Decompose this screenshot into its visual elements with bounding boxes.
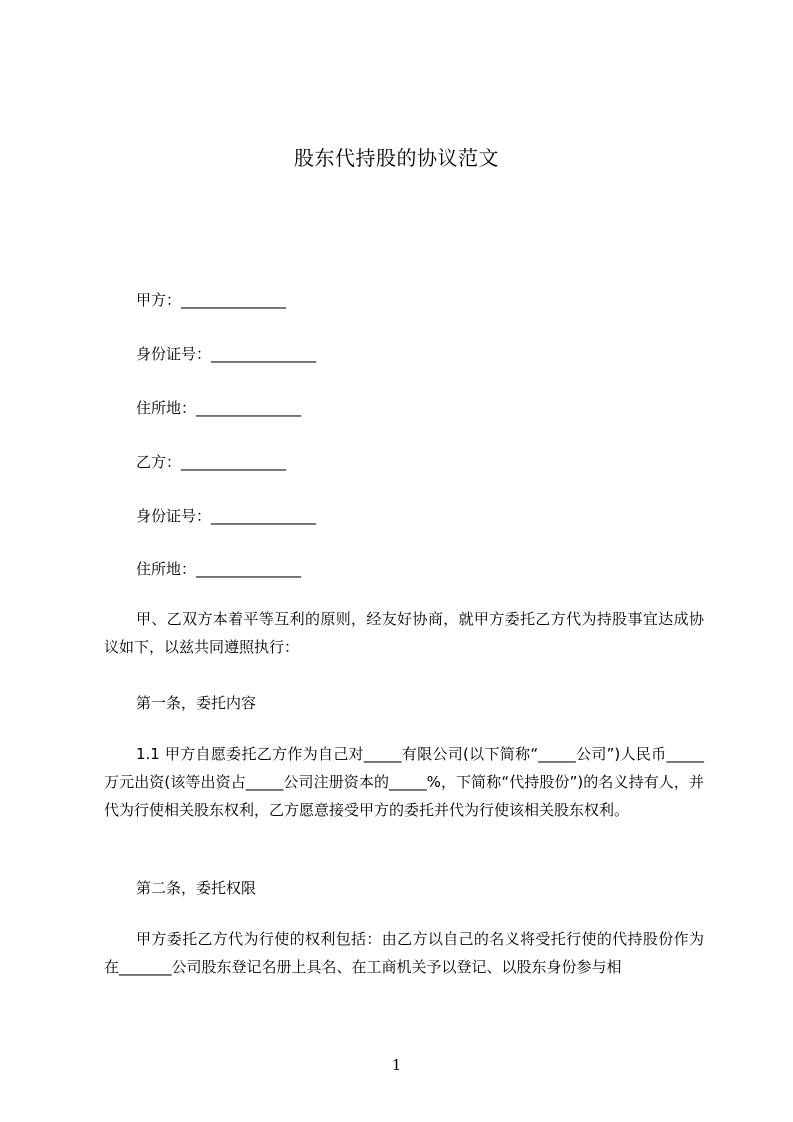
article-1-heading: 第一条，委托内容 bbox=[136, 694, 257, 712]
intro-paragraph: 甲、乙双方本着平等互利的原则，经友好协商，就甲方委托乙方代为持股事宜达成协议如下，以兹共同遵照执行： bbox=[104, 610, 704, 656]
party-b-id-field: 身份证号：______________ bbox=[136, 507, 317, 525]
document-title: 股东代持股的协议范文 bbox=[294, 146, 499, 170]
article-1-body: 1.1 甲方自愿委托乙方作为自己对_____有限公司(以下简称“_____公司”)人民币_____万元出资(该等出资占_____公司注册资本的_____%，下简称“代持股份”)的名义持有人，并代为行使相关股东权利，乙方愿意接受甲方的委托并代为行使该相关股东权利。 bbox=[104, 745, 704, 819]
page-number: 1 bbox=[391, 1056, 402, 1074]
party-b-field: 乙方：______________ bbox=[136, 453, 287, 471]
article-2-heading: 第二条，委托权限 bbox=[136, 879, 257, 897]
party-b-address-field: 住所地：______________ bbox=[136, 560, 302, 578]
party-a-field: 甲方：______________ bbox=[136, 291, 287, 309]
article-2-body: 甲方委托乙方代为行使的权利包括：由乙方以自己的名义将受托行使的代持股份作为在_______公司股东登记名册上具名、在工商机关予以登记、以股东身份参与相 bbox=[104, 930, 704, 976]
party-a-id-field: 身份证号：______________ bbox=[136, 345, 317, 363]
party-a-address-field: 住所地：______________ bbox=[136, 399, 302, 417]
